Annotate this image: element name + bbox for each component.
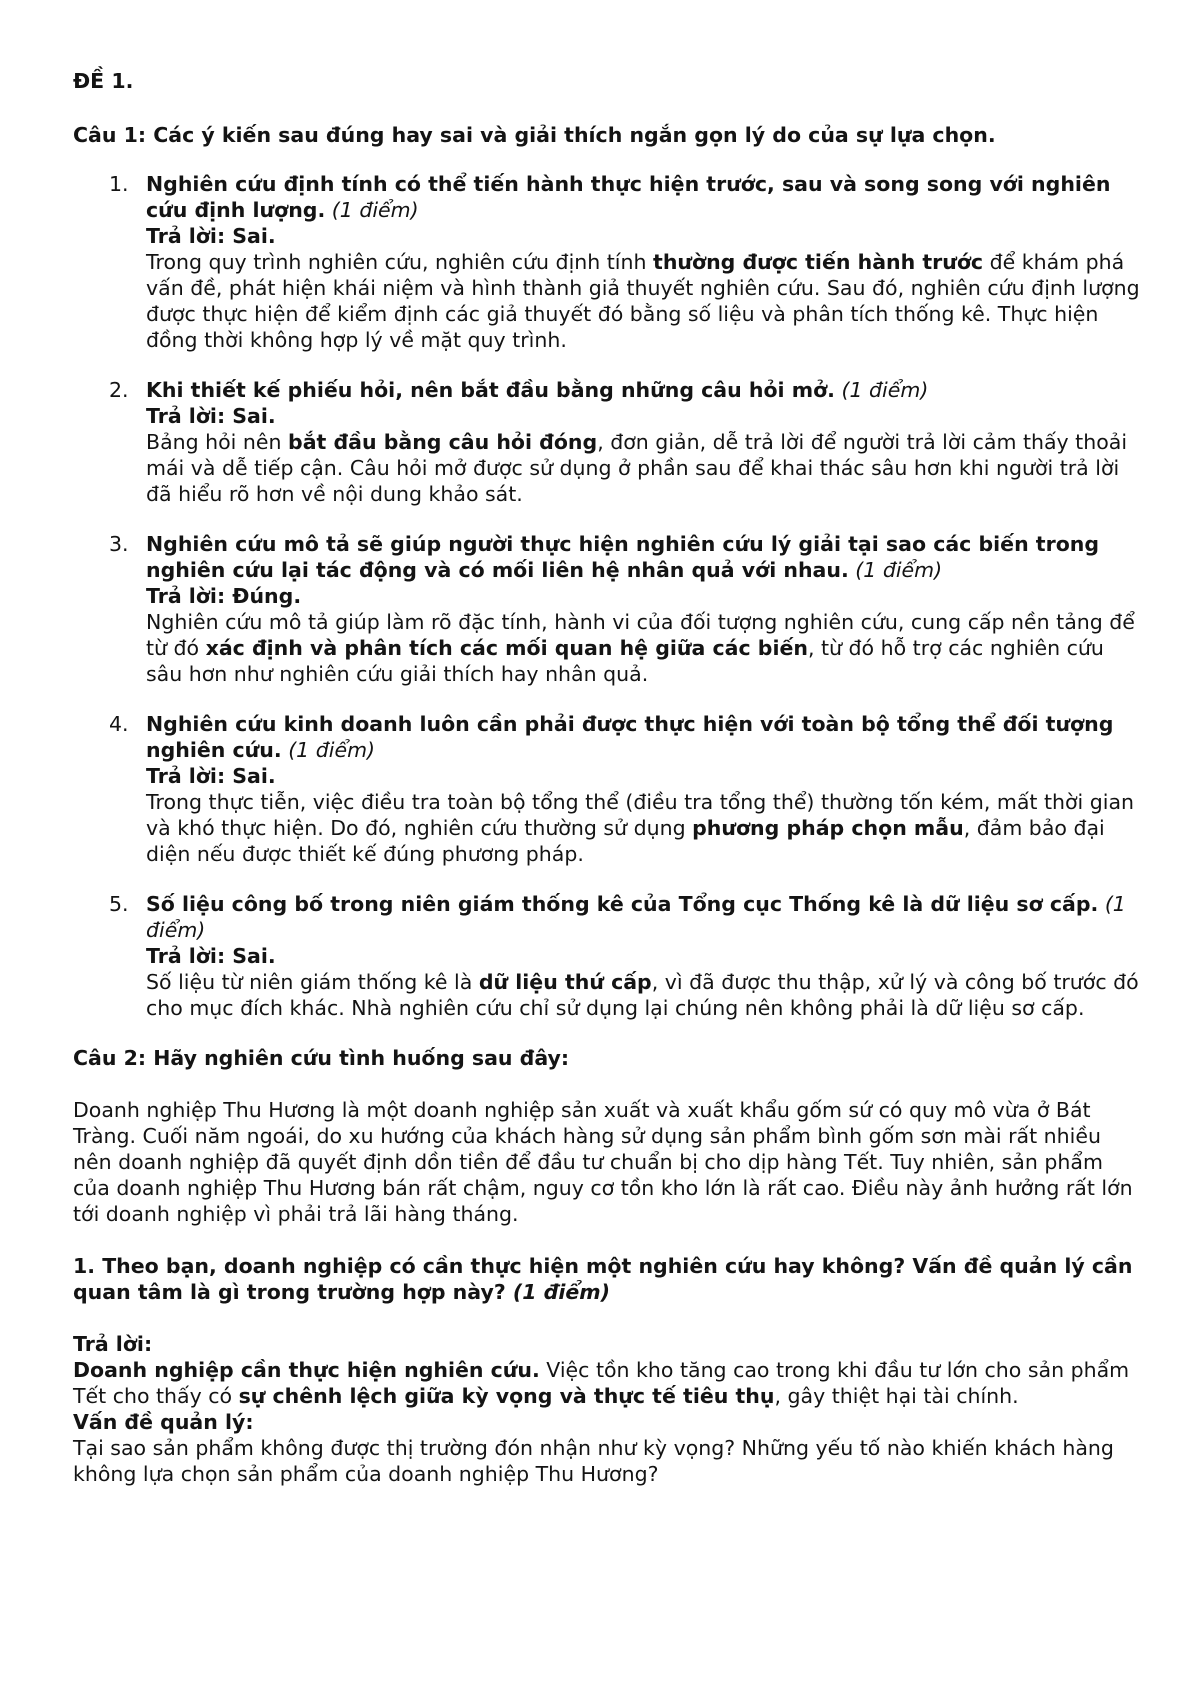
- item-explanation: Trong thực tiễn, việc điều tra toàn bộ tổng thể (điều tra tổng thể) thường tốn kém, mất thời gian và khó thực hiện. Do đó, nghiên cứu thường sử dụng phương pháp chọn mẫu, đảm bảo đại diện nếu được thiết kế đúng phương pháp.: [146, 790, 1135, 866]
- item-statement: Nghiên cứu kinh doanh luôn cần phải được thực hiện với toàn bộ tổng thể đối tượng nghiên cứu.: [146, 712, 1114, 762]
- list-item: [73, 377, 1143, 507]
- item-points: (1 điểm): [288, 738, 376, 762]
- sub-question-points: (1 điểm): [512, 1280, 610, 1304]
- item-answer: Trả lời: Đúng.: [146, 584, 302, 608]
- item-explanation: Số liệu từ niên giám thống kê là dữ liệu thứ cấp, vì đã được thu thập, xử lý và công bố trước đó cho mục đích khác. Nhà nghiên cứu chỉ sử dụng lại chúng nên không phải là dữ liệu sơ cấp.: [146, 970, 1139, 1020]
- list-item: [73, 711, 1143, 867]
- list-item: [73, 171, 1143, 353]
- item-number: 4.: [109, 712, 129, 736]
- item-number: 1.: [109, 172, 129, 196]
- case-study-text: Doanh nghiệp Thu Hương là một doanh nghiệp sản xuất và xuất khẩu gốm sứ có quy mô vừa ở Bát Tràng. Cuối năm ngoái, do xu hướng của khách hàng sử dụng sản phẩm bình gốm sơn mài rất nhiều nên doanh nghiệp đã quyết định dồn tiền để đầu tư chuẩn bị cho dịp hàng Tết. Tuy nhiên, sản phẩm của doanh nghiệp Thu Hương bán rất chậm, nguy cơ tồn kho lớn là rất cao. Điều này ảnh hưởng rất lớn tới doanh nghiệp vì phải trả lãi hàng tháng.: [73, 1098, 1133, 1226]
- item-explanation: Bảng hỏi nên bắt đầu bằng câu hỏi đóng, đơn giản, dễ trả lời để người trả lời cảm thấy thoải mái và dễ tiếp cận. Câu hỏi mở được sử dụng ở phần sau để khai thác sâu hơn khi người trả lời đã hiểu rõ hơn về nội dung khảo sát.: [146, 430, 1128, 506]
- item-points: (1 điểm): [855, 558, 943, 582]
- question-1-list: [73, 171, 1143, 1021]
- answer-label: Trả lời:: [73, 1332, 153, 1356]
- issue-text: Tại sao sản phẩm không được thị trường đón nhận như kỳ vọng? Những yếu tố nào khiến khách hàng không lựa chọn sản phẩm của doanh nghiệp Thu Hương?: [73, 1436, 1114, 1486]
- list-item: [73, 531, 1143, 687]
- item-explanation: Nghiên cứu mô tả giúp làm rõ đặc tính, hành vi của đối tượng nghiên cứu, cung cấp nền tảng để từ đó xác định và phân tích các mối quan hệ giữa các biến, từ đó hỗ trợ các nghiên cứu sâu hơn như nghiên cứu giải thích hay nhân quả.: [146, 610, 1135, 686]
- document-title: ĐỀ 1.: [73, 69, 134, 93]
- item-answer: Trả lời: Sai.: [146, 404, 276, 428]
- sub-question: 1. Theo bạn, doanh nghiệp có cần thực hiện một nghiên cứu hay không? Vấn đề quản lý cần quan tâm là gì trong trường hợp này? (1 điểm): [73, 1254, 1133, 1304]
- item-answer: Trả lời: Sai.: [146, 764, 276, 788]
- item-number: 2.: [109, 378, 129, 402]
- issue-label: Vấn đề quản lý:: [73, 1410, 254, 1434]
- item-points: (1 điểm): [331, 198, 419, 222]
- item-statement: Khi thiết kế phiếu hỏi, nên bắt đầu bằng những câu hỏi mở.: [146, 378, 835, 402]
- answer-text: Doanh nghiệp cần thực hiện nghiên cứu. Việc tồn kho tăng cao trong khi đầu tư lớn cho sản phẩm Tết cho thấy có sự chênh lệch giữa kỳ vọng và thực tế tiêu thụ, gây thiệt hại tài chính.: [73, 1358, 1130, 1408]
- item-statement: Số liệu công bố trong niên giám thống kê của Tổng cục Thống kê là dữ liệu sơ cấp.: [146, 892, 1099, 916]
- item-number: 5.: [109, 892, 129, 916]
- item-explanation: Trong quy trình nghiên cứu, nghiên cứu định tính thường được tiến hành trước để khám phá vấn đề, phát hiện khái niệm và hình thành giả thuyết nghiên cứu. Sau đó, nghiên cứu định lượng được thực hiện để kiểm định các giả thuyết đó bằng số liệu và phân tích thống kê. Thực hiện đồng thời không hợp lý về mặt quy trình.: [146, 250, 1140, 352]
- question-2-heading: Câu 2: Hãy nghiên cứu tình huống sau đây:: [73, 1046, 570, 1070]
- item-answer: Trả lời: Sai.: [146, 944, 276, 968]
- list-item: [73, 891, 1143, 1021]
- item-number: 3.: [109, 532, 129, 556]
- item-statement: Nghiên cứu mô tả sẽ giúp người thực hiện nghiên cứu lý giải tại sao các biến trong nghiên cứu lại tác động và có mối liên hệ nhân quả với nhau.: [146, 532, 1100, 582]
- question-1-heading: Câu 1: Các ý kiến sau đúng hay sai và giải thích ngắn gọn lý do của sự lựa chọn.: [73, 123, 996, 147]
- item-statement: Nghiên cứu định tính có thể tiến hành thực hiện trước, sau và song song với nghiên cứu định lượng.: [146, 172, 1111, 222]
- item-points: (1 điểm): [146, 892, 1126, 942]
- item-answer: Trả lời: Sai.: [146, 224, 276, 248]
- item-points: (1 điểm): [841, 378, 929, 402]
- document-page: [73, 68, 1143, 1487]
